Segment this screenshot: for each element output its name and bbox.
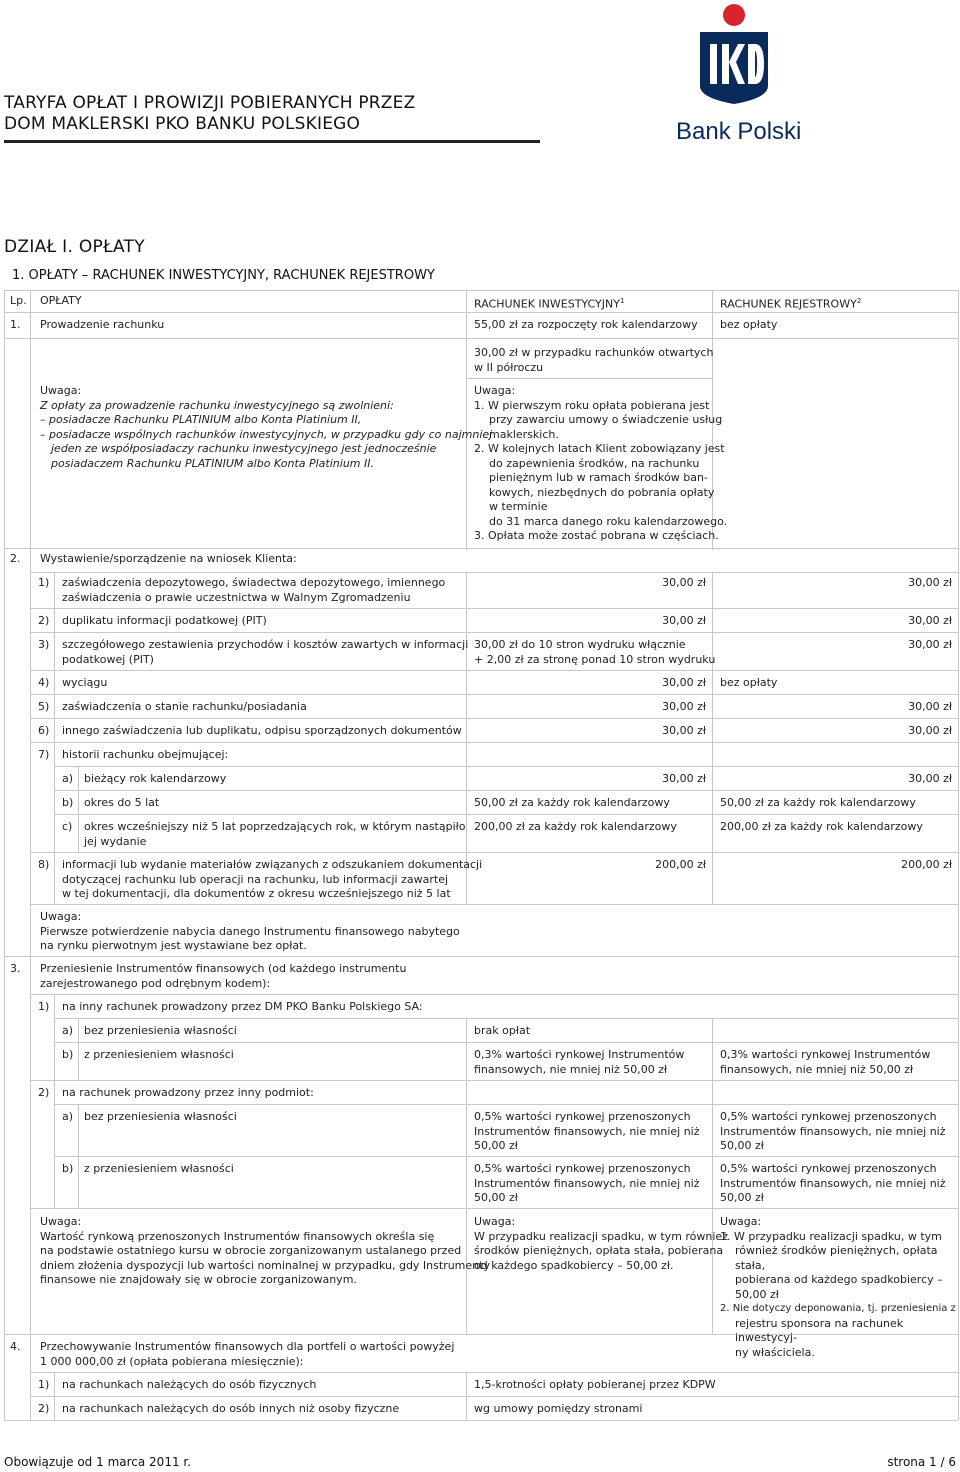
row3-g1b-num: b) bbox=[62, 1048, 74, 1061]
row2-item8-num: 8) bbox=[38, 858, 50, 871]
row2-item7a-inv: 30,00 zł bbox=[662, 772, 706, 785]
row4-item2-inv: wg umowy pomiędzy stronami bbox=[474, 1402, 643, 1415]
row2-item7c-inv: 200,00 zł za każdy rok kalendarzowy bbox=[474, 820, 677, 833]
row1-inv-note: Uwaga: 1. W pierwszym roku opłata pobierana jest przy zawarciu umowy o świadczenie usług maklerskich. 2. W kolejnych latach Klient zobowiązany jest do zapewnienia środków, na rachunku pieniężnym lub w ramach środków ban- kowych, niezbędnych do pobrania opłaty w terminie do 31 marca danego roku kalendarzowego. 3. Opłata może zostać pobrana w częściach. bbox=[474, 384, 728, 542]
header-investment: RACHUNEK INWESTYCYJNY$^1$ bbox=[474, 297, 625, 311]
row4-label: Przechowywanie Instrumentów finansowych dla portfeli o wartości powyżej 1 000 000,00 zł (opłata pobierana miesięcznie): bbox=[40, 1340, 455, 1368]
row3-g2a-label: bez przeniesienia własności bbox=[84, 1110, 237, 1123]
row3-g2-num: 2) bbox=[38, 1086, 50, 1099]
header-fees: OPŁATY bbox=[40, 294, 82, 307]
row2-item2-num: 2) bbox=[38, 614, 50, 627]
row2-item7a-reg: 30,00 zł bbox=[908, 772, 952, 785]
row2-item5-reg: 30,00 zł bbox=[908, 700, 952, 713]
row2-item3-reg: 30,00 zł bbox=[908, 638, 952, 651]
row4-item1-inv: 1,5-krotności opłaty pobieranej przez KDPW bbox=[474, 1378, 716, 1391]
row3-num: 3. bbox=[10, 962, 21, 975]
row2-item4-reg: bez opłaty bbox=[720, 676, 778, 689]
row3-g1b-label: z przeniesieniem własności bbox=[84, 1048, 234, 1061]
title-underline bbox=[4, 140, 540, 143]
row2-item7b-inv: 50,00 zł za każdy rok kalendarzowy bbox=[474, 796, 670, 809]
row2-item4-label: wyciągu bbox=[62, 676, 108, 689]
row2-item1-inv: 30,00 zł bbox=[662, 576, 706, 589]
row2-item7b-reg: 50,00 zł za każdy rok kalendarzowy bbox=[720, 796, 916, 809]
row1-inv-fee: 55,00 zł za rozpoczęty rok kalendarzowy bbox=[474, 318, 698, 331]
row3-g1a-inv: brak opłat bbox=[474, 1024, 531, 1037]
row2-item1-num: 1) bbox=[38, 576, 50, 589]
row2-item8-inv: 200,00 zł bbox=[655, 858, 706, 871]
row2-item3-num: 3) bbox=[38, 638, 50, 651]
row1-label: Prowadzenie rachunku bbox=[40, 318, 165, 331]
header-lp: Lp. bbox=[10, 294, 27, 307]
section-subtitle: 1. OPŁATY – RACHUNEK INWESTYCYJNY, RACHUNEK REJESTROWY bbox=[12, 268, 435, 283]
row2-item6-num: 6) bbox=[38, 724, 50, 737]
row3-note: Uwaga: Wartość rynkową przenoszonych Instrumentów finansowych określa się na podstawie ostatniego kursu w obrocie zorganizowanym ustalanego przed dniem złożenia dyspozycji lub wartości nominalnej w przypadku, gdy Instrumenty finansowe nie znajdowały się w obrocie zorganizowanym. bbox=[40, 1215, 490, 1286]
row2-item4-inv: 30,00 zł bbox=[662, 676, 706, 689]
row1-note: Uwaga: Z opłaty za prowadzenie rachunku inwestycyjnego są zwolnieni: – posiadacze Rachunku PLATINIUM albo Konta Platinium II, – posiadacze wspólnych rachunków inwestycyjnych, w przypadku gdy co najmniej jeden ze współposiadaczy rachunku inwestycyjnego jest jednocześnie posiadaczem Rachunku PLATINIUM albo Konta Platinium II. bbox=[40, 384, 493, 470]
row2-item1-reg: 30,00 zł bbox=[908, 576, 952, 589]
row3-g2b-label: z przeniesieniem własności bbox=[84, 1162, 234, 1175]
row3-inv-note: Uwaga: W przypadku realizacji spadku, w tym również środków pieniężnych, opłata stała, pobierana od każdego spadkobiercy – 50,00 zł. bbox=[474, 1215, 728, 1272]
section-title: DZIAŁ I. OPŁATY bbox=[4, 237, 145, 257]
row3-g2a-inv: 0,5% wartości rynkowej przenoszonych Instrumentów finansowych, nie mniej niż 50,00 zł bbox=[474, 1110, 700, 1152]
document-title bbox=[4, 93, 415, 135]
title-line-2: DOM MAKLERSKI PKO BANKU POLSKIEGO bbox=[4, 114, 361, 134]
footer-page-number: strona 1 / 6 bbox=[887, 1455, 956, 1469]
row3-g1-label: na inny rachunek prowadzony przez DM PKO Banku Polskiego SA: bbox=[62, 1000, 423, 1013]
row2-item2-inv: 30,00 zł bbox=[662, 614, 706, 627]
row3-reg-note: Uwaga: 1. W przypadku realizacji spadku, w tym również środków pieniężnych, opłata stała, pobierana od każdego spadkobiercy – 50,00 zł 2. Nie dotyczy deponowania, tj. przeniesienia z rejestru sponsora na rachunek inwestycyj- ny właściciela. bbox=[720, 1215, 956, 1359]
row2-item2-label: duplikatu informacji podatkowej (PIT) bbox=[62, 614, 267, 627]
row3-g1a-label: bez przeniesienia własności bbox=[84, 1024, 237, 1037]
row3-g2-label: na rachunek prowadzony przez inny podmiot: bbox=[62, 1086, 314, 1099]
row3-g1-num: 1) bbox=[38, 1000, 50, 1013]
row3-g1a-num: a) bbox=[62, 1024, 74, 1037]
row2-num: 2. bbox=[10, 552, 21, 565]
row4-num: 4. bbox=[10, 1340, 21, 1353]
row2-item7a-num: a) bbox=[62, 772, 74, 785]
row2-item6-reg: 30,00 zł bbox=[908, 724, 952, 737]
row2-item5-label: zaświadczenia o stanie rachunku/posiadania bbox=[62, 700, 307, 713]
row3-g2a-reg: 0,5% wartości rynkowej przenoszonych Instrumentów finansowych, nie mniej niż 50,00 zł bbox=[720, 1110, 946, 1152]
row2-item2-reg: 30,00 zł bbox=[908, 614, 952, 627]
row3-g1b-reg: 0,3% wartości rynkowej Instrumentów finansowych, nie mniej niż 50,00 zł bbox=[720, 1048, 931, 1076]
row2-item6-label: innego zaświadczenia lub duplikatu, odpisu sporządzonych dokumentów bbox=[62, 724, 462, 737]
row2-item8-reg: 200,00 zł bbox=[901, 858, 952, 871]
row1-inv-fee-2: 30,00 zł w przypadku rachunków otwartych w II półroczu bbox=[474, 346, 714, 374]
row2-item7b-label: okres do 5 lat bbox=[84, 796, 160, 809]
row4-item2-label: na rachunkach należących do osób innych niż osoby fizyczne bbox=[62, 1402, 400, 1415]
row1-reg-fee: bez opłaty bbox=[720, 318, 778, 331]
row4-item2-num: 2) bbox=[38, 1402, 50, 1415]
footer-effective-date: Obowiązuje od 1 marca 2011 r. bbox=[4, 1455, 192, 1469]
row2-item4-num: 4) bbox=[38, 676, 50, 689]
row4-item1-label: na rachunkach należących do osób fizycznych bbox=[62, 1378, 317, 1391]
row3-label: Przeniesienie Instrumentów finansowych (od każdego instrumentu zarejestrowanego pod odrębnym kodem): bbox=[40, 962, 407, 990]
title-line-1: TARYFA OPŁAT I PROWIZJI POBIERANYCH PRZEZ bbox=[4, 93, 416, 113]
header-register: RACHUNEK REJESTROWY$^2$ bbox=[720, 297, 862, 311]
row3-g2b-reg: 0,5% wartości rynkowej przenoszonych Instrumentów finansowych, nie mniej niż 50,00 zł bbox=[720, 1162, 946, 1204]
row2-item5-num: 5) bbox=[38, 700, 50, 713]
row2-item7c-label: okres wcześniejszy niż 5 lat poprzedzających rok, w którym nastąpiło jej wydanie bbox=[84, 820, 466, 848]
row3-g2b-inv: 0,5% wartości rynkowej przenoszonych Instrumentów finansowych, nie mniej niż 50,00 zł bbox=[474, 1162, 700, 1204]
row3-g2b-num: b) bbox=[62, 1162, 74, 1175]
row2-label: Wystawienie/sporządzenie na wniosek Klienta: bbox=[40, 552, 297, 565]
brand-name: Bank Polski bbox=[676, 118, 802, 145]
row3-g1b-inv: 0,3% wartości rynkowej Instrumentów finansowych, nie mniej niż 50,00 zł bbox=[474, 1048, 685, 1076]
row1-num: 1. bbox=[10, 318, 21, 331]
row2-note: Uwaga: Pierwsze potwierdzenie nabycia danego Instrumentu finansowego nabytego na rynku pierwotnym jest wystawiane bez opłat. bbox=[40, 910, 460, 952]
row2-item7c-num: c) bbox=[62, 820, 73, 833]
row2-item7a-label: bieżący rok kalendarzowy bbox=[84, 772, 227, 785]
row2-item8-label: informacji lub wydanie materiałów związanych z odszukaniem dokumentacji dotyczącej rachunku lub operacji na rachunku, lub informacji zawartej w tej dokumentacji, dla dokumentów z okresu wcześniejszego niż 5 lat bbox=[62, 858, 483, 900]
row2-item3-inv: 30,00 zł do 10 stron wydruku włącznie + 2,00 zł za stronę ponad 10 stron wydruku bbox=[474, 638, 716, 666]
row2-item7-label: historii rachunku obejmującej: bbox=[62, 748, 229, 761]
row4-item1-num: 1) bbox=[38, 1378, 50, 1391]
row2-item5-inv: 30,00 zł bbox=[662, 700, 706, 713]
pko-logo-icon bbox=[694, 2, 774, 106]
row2-item7-num: 7) bbox=[38, 748, 50, 761]
row2-item7c-reg: 200,00 zł za każdy rok kalendarzowy bbox=[720, 820, 923, 833]
row2-item7b-num: b) bbox=[62, 796, 74, 809]
row2-item3-label: szczegółowego zestawienia przychodów i kosztów zawartych w informacji podatkowej (PIT) bbox=[62, 638, 469, 666]
row2-item6-inv: 30,00 zł bbox=[662, 724, 706, 737]
row2-item1-label: zaświadczenia depozytowego, świadectwa depozytowego, imiennego zaświadczenia o prawie uczestnictwa w Walnym Zgromadzeniu bbox=[62, 576, 446, 604]
row3-g2a-num: a) bbox=[62, 1110, 74, 1123]
